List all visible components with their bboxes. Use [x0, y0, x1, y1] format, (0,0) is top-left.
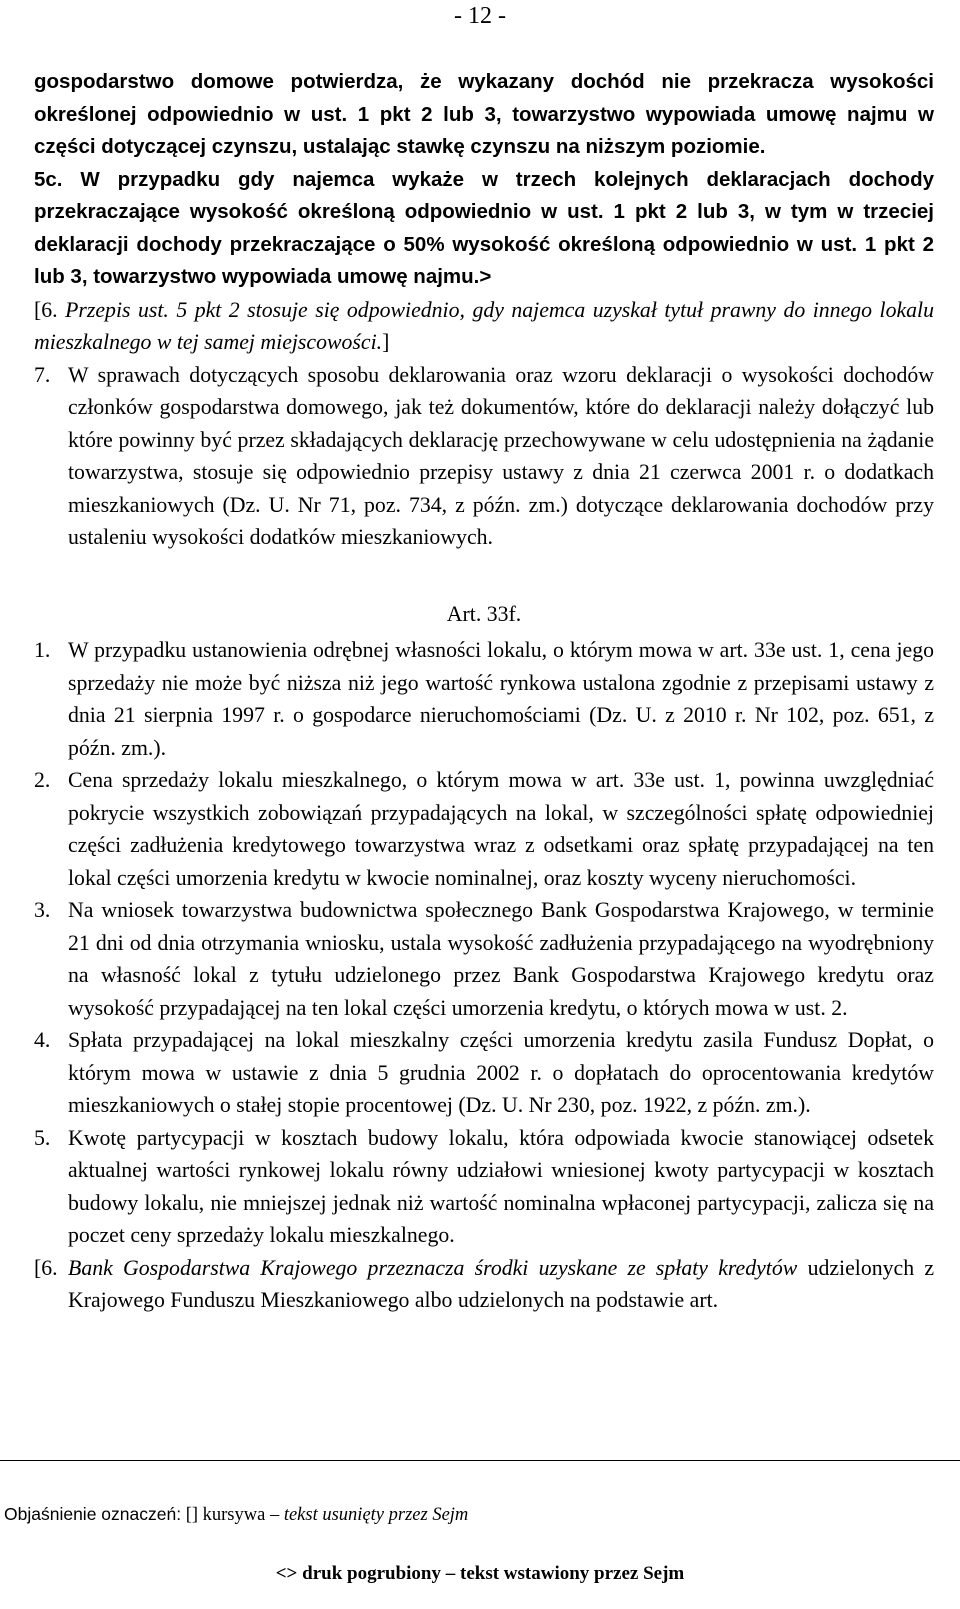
paragraph-6b-italic: Bank Gospodarstwa Krajowego przeznacza środki uzyskane ze spłaty kredytów: [68, 1255, 798, 1280]
legend-bracket-desc: tekst usunięty przez Sejm: [283, 1505, 469, 1525]
item-number: 7.: [34, 362, 51, 387]
item-text: Na wniosek towarzystwa budownictwa społecznego Bank Gospodarstwa Krajowego, w terminie 21 dni od dnia otrzymania wniosku, ustala wysokość zadłużenia przypadającego na wyodrębniony na własność lokal z tytułu udzielonego przez Bank Gospodarstwa Krajowego kredytu oraz wysokość przypadającej na ten lokal części umorzenia kredytu, o których mowa w ust. 2.: [68, 898, 934, 1020]
paragraph-6-text: Przepis ust. 5 pkt 2 stosuje się odpowiednio, gdy najemca uzyskał tytuł prawny do innego lokalu mieszkalnego w tej samej miejscowości.: [34, 297, 934, 354]
paragraph-6b-rest: udzielonych z Krajowego Funduszu Mieszkaniowego albo udzielonych na podstawie art.: [68, 1255, 935, 1312]
legend-bracket-marker: [] kursywa –: [185, 1505, 280, 1525]
article-title: Art. 33f.: [446, 601, 522, 626]
document-body: [34, 66, 934, 1317]
item-number: 2.: [34, 768, 51, 792]
legend-bold-line: <> druk pogrubiony – tekst wstawiony przez Sejm: [275, 1563, 685, 1584]
paragraph-7: [34, 359, 934, 554]
page-number: - 12 -: [454, 3, 506, 29]
legend-label: Objaśnienie oznaczeń:: [4, 1504, 182, 1524]
paragraph-intro: gospodarstwo domowe potwierdza, że wykazany dochód nie przekracza wysokości określonej odpowiednio w ust. 1 pkt 2 lub 3, towarzystwo wypowiada umowę najmu w części dotyczącej czynszu, ustalając stawkę czynszu na niższym poziomie.: [34, 70, 934, 158]
item-number: 4.: [34, 1028, 51, 1052]
item-text: Kwotę partycypacji w kosztach budowy lokalu, która odpowiada kwocie stanowiącej odsetek aktualnej wartości rynkowej lokalu równy udziałowi wniesionej kwoty partycypacji w kosztach budowy lokalu, nie mniejszej jednak niż wartość nominalna wpłaconej partycypacji, zalicza się na poczet ceny sprzedaży lokalu mieszkalnego.: [68, 1125, 934, 1247]
paragraph-7-text: W sprawach dotyczących sposobu deklarowania oraz wzoru deklaracji o wysokości dochodów członków gospodarstwa domowego, jak też dokumentów, które do deklaracji należy dołączyć lub które powinny być przez składających deklarację przechowywane w celu udostępnienia na żądanie towarzystwa, stosuje się odpowiednio przepisy ustawy z dnia 21 czerwca 2001 r. o dodatkach mieszkaniowych (Dz. U. Nr 71, poz. 734, z późn. zm.) dotyczące deklarowania dochodów przy ustaleniu wysokości dodatków mieszkaniowych.: [68, 362, 934, 549]
item-text: Cena sprzedaży lokalu mieszkalnego, o którym mowa w art. 33e ust. 1, powinna uwzględniać pokrycie wszystkich zobowiązań przypadających na lokal, w szczególności spłatę odpowiedniej części zadłużenia kredytowego towarzystwa wraz z odsetkami oraz spłatę przypadającej na ten lokal części umorzenia kredytu w kwocie nominalnej, oraz koszty wyceny nieruchomości.: [68, 768, 934, 890]
item-number: 3.: [34, 898, 51, 922]
item-text: Spłata przypadającej na lokal mieszkalny części umorzenia kredytu zasila Fundusz Dopłat, o którym mowa w ustawie z dnia 5 grudnia 2002 r. o dopłatach do oprocentowania kredytów mieszkaniowych o stałej stopie procentowej (Dz. U. Nr 230, poz. 1922, z późn. zm.).: [68, 1028, 934, 1117]
list-item: [34, 894, 934, 1024]
list-item: [34, 634, 934, 764]
paragraph-5c: 5c. W przypadku gdy najemca wykaże w trzech kolejnych deklaracjach dochody przekraczające wysokość określoną odpowiednio w ust. 1 pkt 2 lub 3, w tym w trzeciej deklaracji dochody przekraczające o 50% wysokość określoną odpowiednio w ust. 1 pkt 2 lub 3, towarzystwo wypowiada umowę najmu.>: [34, 167, 934, 288]
item-text: W przypadku ustanowienia odrębnej własności lokalu, o którym mowa w art. 33e ust. 1, cena jego sprzedaży nie może być niższa niż jego wartość rynkowa ustalona zgodnie z przepisami ustawy z dnia 21 sierpnia 1997 r. o gospodarce nieruchomościami (Dz. U. z 2010 r. Nr 102, poz. 651, z późn. zm.).: [68, 638, 934, 760]
footer-divider: [0, 1460, 960, 1461]
item-number: 5.: [34, 1125, 51, 1150]
paragraph-6b: [34, 1252, 934, 1317]
paragraph-6-deleted: [34, 294, 934, 359]
item-number: [6.: [34, 1255, 58, 1280]
list-item: [34, 1024, 934, 1122]
list-item: [34, 1122, 934, 1252]
legend-line: [4, 1503, 468, 1526]
list-item: [34, 764, 934, 894]
bracket-close: ]: [382, 330, 390, 354]
bracket-open: [6.: [34, 297, 58, 322]
item-number: 1.: [34, 638, 51, 662]
